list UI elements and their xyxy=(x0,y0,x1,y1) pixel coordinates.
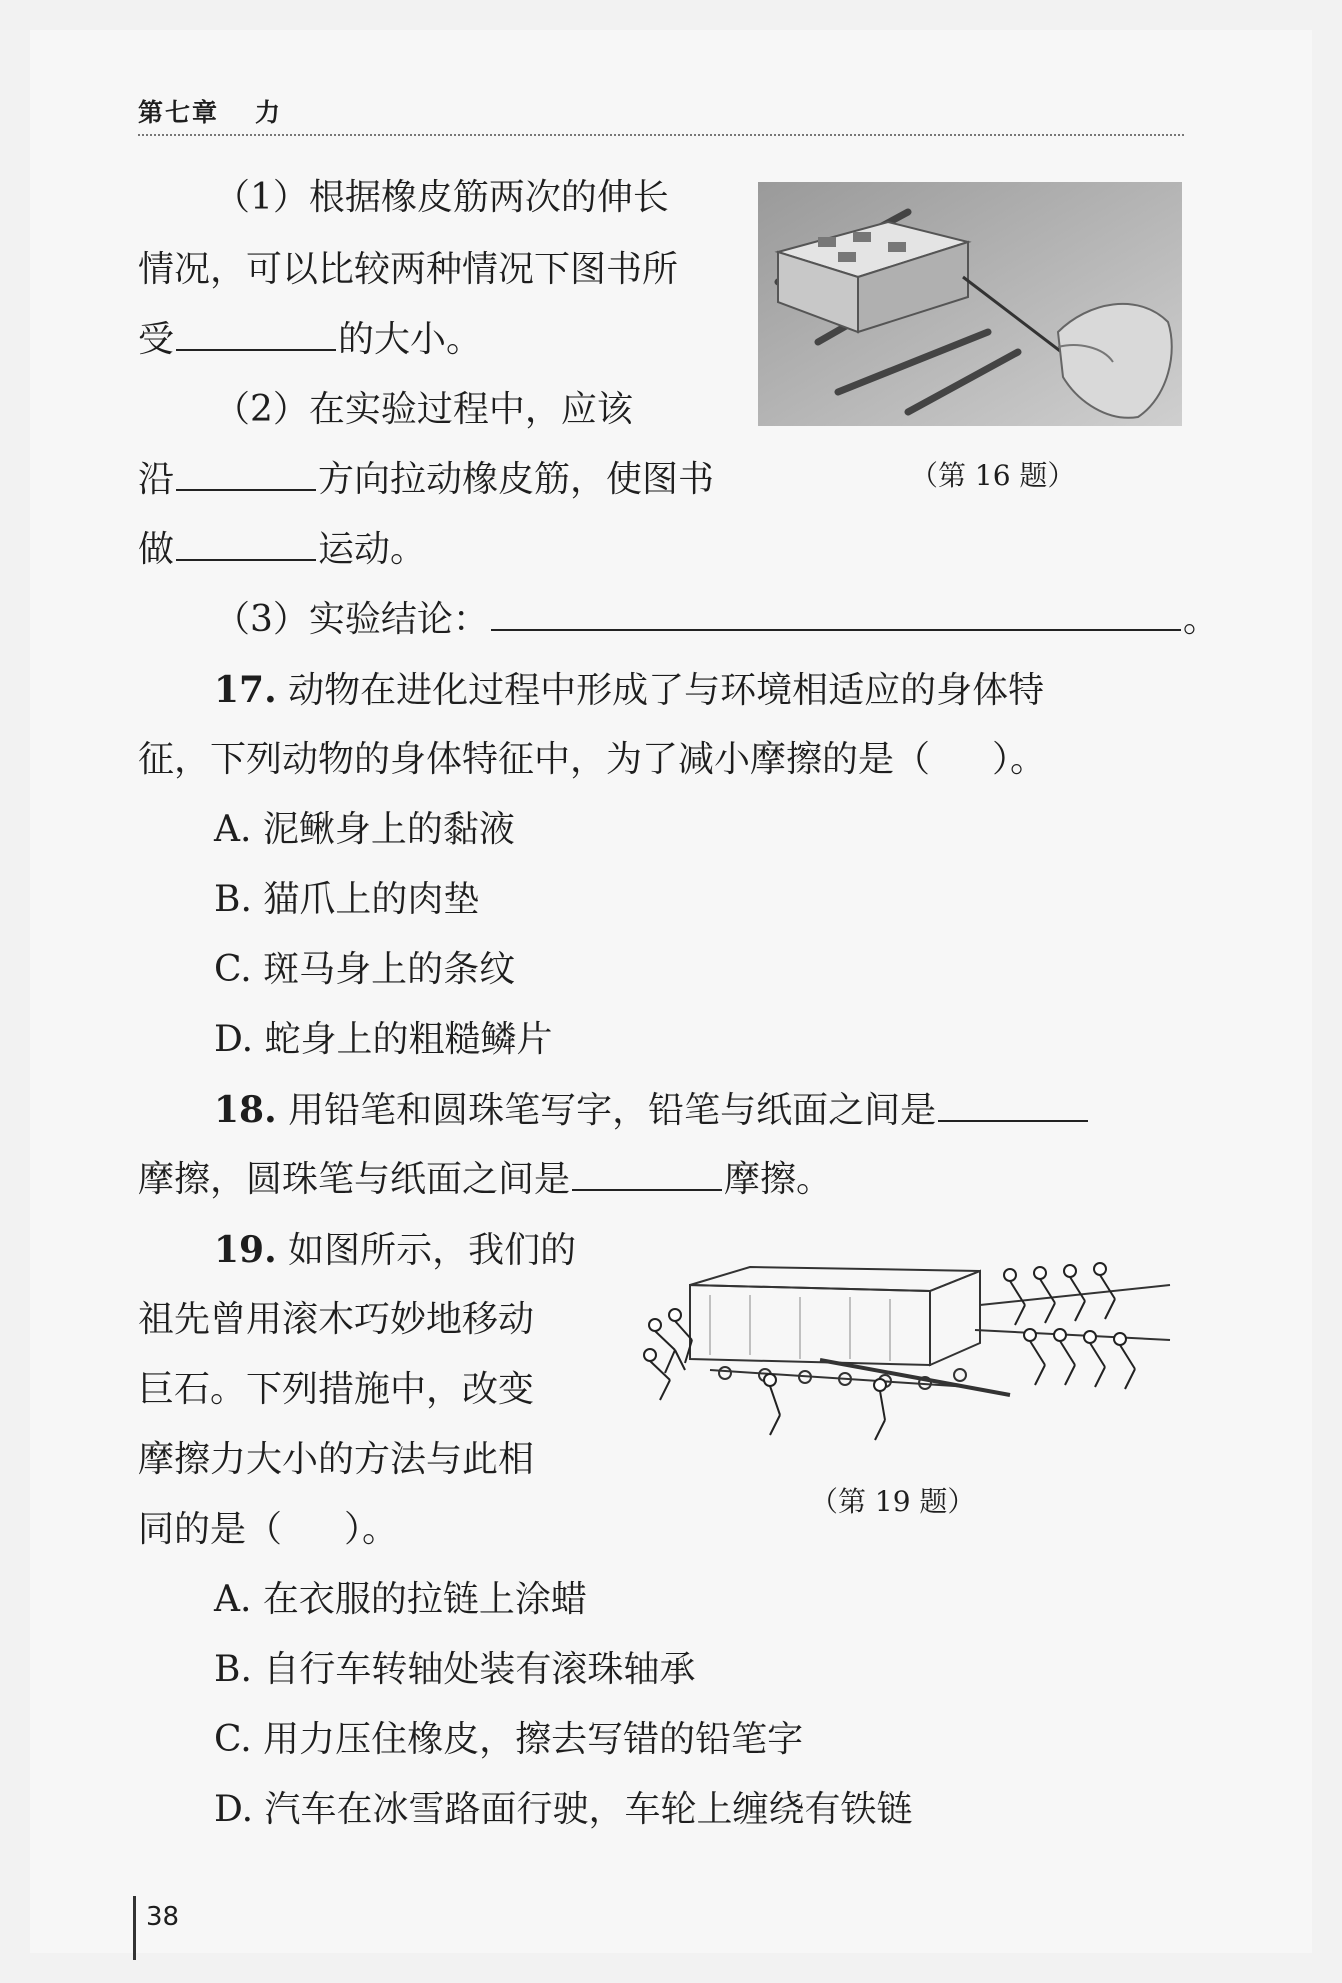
q17-option-d: D. 蛇身上的粗糙鳞片 xyxy=(214,1019,553,1060)
chapter-header xyxy=(138,93,282,129)
q17-stem-line1 xyxy=(214,668,1044,713)
q19-line3: 巨石。下列措施中，改变 xyxy=(138,1369,535,1410)
q19-option-c: C. 用力压住橡皮，擦去写错的铅笔字 xyxy=(214,1719,804,1760)
q19-text: ）。 xyxy=(344,1509,399,1550)
figure-16-caption: （第 16 题） xyxy=(910,459,1076,492)
q17-option-b: B. 猫爪上的肉垫 xyxy=(214,879,480,920)
q16-part1-line2: 情况，可以比较两种情况下图书所 xyxy=(138,249,679,290)
figure-16-photo xyxy=(758,182,1182,426)
q16-part1-line3 xyxy=(138,318,482,362)
question-number: 18. xyxy=(214,1089,277,1131)
q19-line2: 祖先曾用滚木巧妙地移动 xyxy=(138,1299,535,1340)
q17-text: ）。 xyxy=(992,739,1047,780)
q18-line2 xyxy=(138,1158,832,1202)
q19-line4: 摩擦力大小的方法与此相 xyxy=(138,1439,535,1480)
q16-text: 方向拉动橡皮筋，使图书 xyxy=(318,459,715,500)
figure-19-illustration xyxy=(630,1255,1190,1445)
q16-text: 。 xyxy=(1182,599,1219,640)
figure-19-caption: （第 19 题） xyxy=(810,1485,976,1518)
q19-option-a: A. 在衣服的拉链上涂蜡 xyxy=(214,1579,587,1620)
q16-text: 沿 xyxy=(138,459,175,500)
answer-blank[interactable] xyxy=(176,459,316,491)
q19-line1 xyxy=(214,1228,576,1273)
q18-text: 摩擦，圆珠笔与纸面之间是 xyxy=(138,1159,571,1200)
q19-option-d: D. 汽车在冰雪路面行驶，车轮上缠绕有铁链 xyxy=(214,1789,913,1830)
q16-part3 xyxy=(214,598,1219,642)
question-number: 17. xyxy=(214,669,277,711)
page-number-bar xyxy=(133,1896,136,1960)
q19-text: 如图所示，我们的 xyxy=(288,1230,577,1271)
answer-blank[interactable] xyxy=(938,1090,1088,1122)
q16-part2-line3 xyxy=(138,528,426,572)
q17-text: 动物在进化过程中形成了与环境相适应的身体特 xyxy=(288,670,1045,711)
q16-part2-line2 xyxy=(138,458,714,502)
q19-text: 同的是（ xyxy=(138,1509,283,1550)
q18-text: 用铅笔和圆珠笔写字，铅笔与纸面之间是 xyxy=(288,1090,937,1131)
answer-blank[interactable] xyxy=(491,599,1181,631)
q18-text: 摩擦。 xyxy=(724,1159,833,1200)
question-number: 19. xyxy=(214,1229,277,1271)
q17-option-c: C. 斑马身上的条纹 xyxy=(214,949,516,990)
q17-option-a: A. 泥鳅身上的黏液 xyxy=(214,809,515,850)
q16-part2-line1: （2）在实验过程中，应该 xyxy=(214,389,633,430)
q16-text: 做 xyxy=(138,529,175,570)
q16-text: 运动。 xyxy=(318,529,427,570)
chapter-title: 力 xyxy=(255,98,283,127)
header-rule xyxy=(138,134,1184,136)
q19-option-b: B. 自行车转轴处装有滚珠轴承 xyxy=(214,1649,696,1690)
answer-blank[interactable] xyxy=(176,529,316,561)
q16-text: 的大小。 xyxy=(338,319,483,360)
answer-blank[interactable] xyxy=(176,319,336,351)
q19-line5 xyxy=(138,1508,398,1552)
q16-text: 受 xyxy=(138,319,175,360)
q16-part1-line1: （1）根据橡皮筋两次的伸长 xyxy=(214,177,669,218)
answer-blank[interactable] xyxy=(572,1159,722,1191)
page-number: 38 xyxy=(146,1902,180,1932)
q17-text: 征，下列动物的身体特征中，为了减小摩擦的是（ xyxy=(138,739,931,780)
q16-text: （3）实验结论： xyxy=(214,599,489,640)
q17-stem-line2 xyxy=(138,738,1046,782)
chapter-label: 第七章 xyxy=(138,98,220,127)
q18-line1 xyxy=(214,1088,1090,1133)
